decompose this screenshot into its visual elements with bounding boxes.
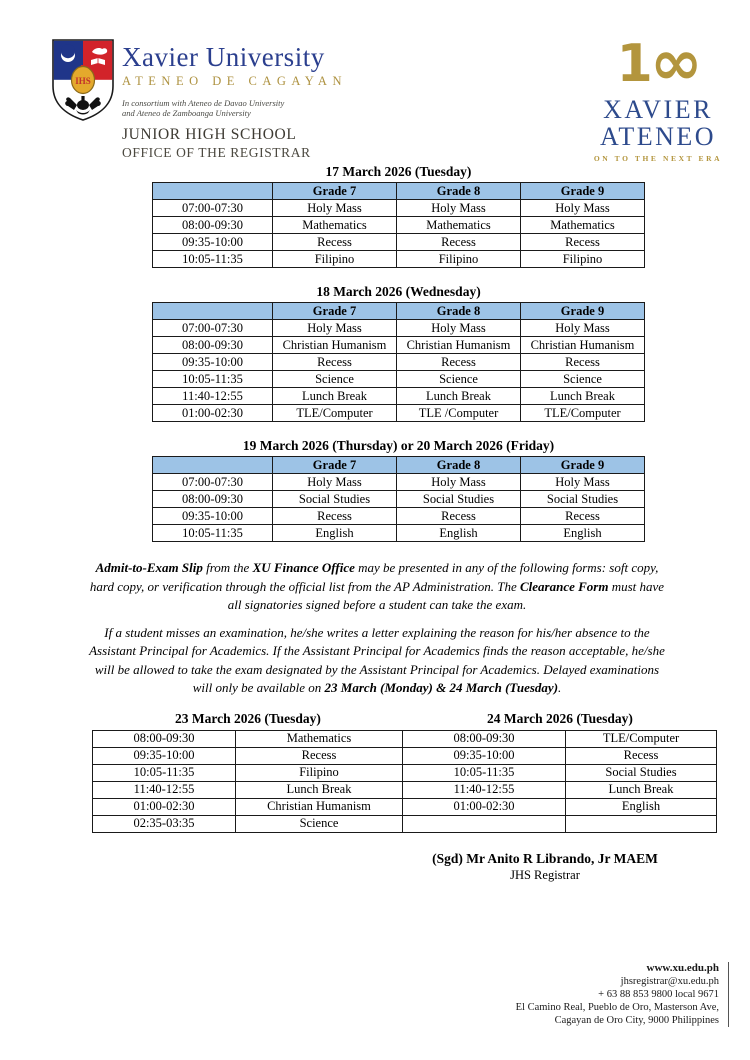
time-cell: 10:05-11:35	[153, 251, 273, 268]
subject-cell: Filipino	[521, 251, 645, 268]
subject-cell: Filipino	[273, 251, 397, 268]
note-emphasis: 23 March (Monday) & 24 March (Tuesday)	[324, 680, 559, 695]
time-cell: 11:40-12:55	[93, 781, 236, 798]
time-cell: 11:40-12:55	[403, 781, 566, 798]
subject-cell: Recess	[521, 234, 645, 251]
schedule-row	[153, 525, 645, 542]
centennial-tagline: ON TO THE NEXT ERA	[593, 154, 723, 163]
phone-number: + 63 88 853 9800 local 9671	[598, 989, 719, 1000]
exam-day-1-title: 17 March 2026 (Tuesday)	[325, 164, 472, 179]
makeup-schedule-block	[92, 711, 716, 833]
department-name: JUNIOR HIGH SCHOOL	[122, 126, 297, 143]
makeup-row	[93, 798, 717, 815]
grade-column-header: Grade 7	[273, 457, 397, 474]
exam-day-2-table	[152, 302, 645, 422]
time-cell: 02:35-03:35	[93, 815, 236, 832]
time-cell: 10:05-11:35	[153, 525, 273, 542]
subject-cell: TLE/Computer	[273, 405, 397, 422]
time-cell: 09:35-10:00	[153, 234, 273, 251]
subject-cell: Recess	[566, 747, 717, 764]
subject-cell: Social Studies	[521, 491, 645, 508]
website-link[interactable]: www.xu.edu.ph	[646, 962, 719, 974]
makeup-titles	[92, 711, 716, 727]
note-text: may be presented in any of the following forms: soft copy, hard copy, or verification through the official list from the AP Administration. The	[89, 560, 659, 594]
centennial-word1: XAVIER	[603, 95, 713, 124]
subject-cell: Lunch Break	[236, 781, 403, 798]
makeup-row	[93, 730, 717, 747]
exam-day-1-table	[152, 182, 645, 268]
subject-cell: Social Studies	[566, 764, 717, 781]
exam-day-1-block	[152, 163, 645, 268]
note-emphasis: Clearance Form	[519, 578, 609, 594]
grade-column-header: Grade 9	[521, 183, 645, 200]
time-cell: 08:00-09:30	[403, 730, 566, 747]
address-line1: El Camino Real, Pueblo de Oro, Masterson Ave,	[515, 1002, 719, 1013]
time-cell: 09:35-10:00	[403, 747, 566, 764]
makeup-row	[93, 815, 717, 832]
time-cell: 07:00-07:30	[153, 320, 273, 337]
grade-header-row	[153, 457, 645, 474]
subject-cell: Lunch Break	[521, 388, 645, 405]
signature-block	[380, 850, 710, 883]
time-cell: 08:00-09:30	[153, 491, 273, 508]
time-column-header	[153, 457, 273, 474]
subject-cell: English	[397, 525, 521, 542]
time-cell: 07:00-07:30	[153, 474, 273, 491]
office-name: OFFICE OF THE REGISTRAR	[122, 145, 311, 160]
subject-cell: Recess	[273, 508, 397, 525]
makeup-right-title: 24 March 2026 (Tuesday)	[487, 710, 633, 726]
admit-slip-note	[84, 559, 670, 615]
subject-cell: Science	[273, 371, 397, 388]
schedule-row	[153, 320, 645, 337]
time-column-header	[153, 303, 273, 320]
makeup-row	[93, 747, 717, 764]
subject-cell: Holy Mass	[521, 474, 645, 491]
note-text: must have all signatories signed before a student can take the exam.	[227, 578, 665, 612]
exam-day-3-title: 19 March 2026 (Thursday) or 20 March 2026 (Friday)	[242, 438, 555, 453]
grade-column-header: Grade 7	[273, 183, 397, 200]
time-cell: 07:00-07:30	[153, 200, 273, 217]
schedule-row	[153, 371, 645, 388]
contact-footer	[516, 962, 729, 1027]
schedule-row	[153, 251, 645, 268]
time-cell: 08:00-09:30	[93, 730, 236, 747]
subject-cell: Mathematics	[273, 217, 397, 234]
subject-cell: Recess	[397, 354, 521, 371]
note-text: from the	[202, 560, 253, 575]
grade-column-header: Grade 8	[397, 303, 521, 320]
subject-cell: Christian Humanism	[273, 337, 397, 354]
memo-body	[0, 163, 750, 883]
centennial-logo	[592, 26, 724, 163]
subject-cell: Recess	[273, 354, 397, 371]
time-cell: 10:05-11:35	[153, 371, 273, 388]
subject-cell: TLE/Computer	[521, 405, 645, 422]
subject-cell: TLE /Computer	[397, 405, 521, 422]
subject-cell: Recess	[273, 234, 397, 251]
subject-cell: Lunch Break	[566, 781, 717, 798]
subject-cell: Mathematics	[397, 217, 521, 234]
subject-cell: TLE/Computer	[566, 730, 717, 747]
time-cell: 09:35-10:00	[93, 747, 236, 764]
time-cell: 10:05-11:35	[93, 764, 236, 781]
registrar-title: JHS Registrar	[510, 867, 580, 882]
schedule-row	[153, 354, 645, 371]
note-emphasis: Admit-to-Exam Slip	[95, 560, 203, 575]
subject-cell: Recess	[521, 354, 645, 371]
university-name: Xavier University	[122, 42, 325, 72]
note-emphasis: XU Finance Office	[252, 560, 355, 575]
subject-cell: Mathematics	[236, 730, 403, 747]
subject-cell: Science	[521, 371, 645, 388]
subject-cell: Science	[397, 371, 521, 388]
university-seal-icon	[50, 38, 116, 122]
subject-cell: Holy Mass	[521, 320, 645, 337]
subject-cell: Science	[236, 815, 403, 832]
subject-cell: Holy Mass	[397, 474, 521, 491]
consortium-line2: and Ateneo de Zamboanga University	[122, 108, 251, 118]
subject-cell: Holy Mass	[397, 320, 521, 337]
grade-column-header: Grade 8	[397, 457, 521, 474]
exam-day-3-block	[152, 437, 645, 542]
svg-text:IHS: IHS	[75, 76, 91, 86]
subject-cell: Filipino	[236, 764, 403, 781]
makeup-row	[93, 781, 717, 798]
subject-cell: Mathematics	[521, 217, 645, 234]
exam-day-2-block	[152, 283, 645, 422]
subject-cell: Christian Humanism	[236, 798, 403, 815]
letterhead	[122, 42, 347, 161]
grade-column-header: Grade 9	[521, 303, 645, 320]
subject-cell: Christian Humanism	[397, 337, 521, 354]
grade-column-header: Grade 7	[273, 303, 397, 320]
exam-day-3-table	[152, 456, 645, 542]
subject-cell: Holy Mass	[273, 474, 397, 491]
centennial-100-icon: 1∞	[616, 26, 700, 99]
time-cell: 01:00-02:30	[403, 798, 566, 815]
consortium-line1: In consortium with Ateneo de Davao University	[122, 98, 285, 108]
subject-cell: Recess	[397, 508, 521, 525]
time-cell: 08:00-09:30	[153, 217, 273, 234]
makeup-row	[93, 764, 717, 781]
schedule-row	[153, 508, 645, 525]
note-text: If a student misses an examination, he/she writes a letter explaining the reason for his/her absence to the Assistant Principal for Academics. If the Assistant Principal for Academics finds the reason acceptable, he/she will be allowed to take the exam designated by the Assistant Principal for Academics. Delayed examinations will only be available on	[89, 624, 665, 695]
time-cell: 01:00-02:30	[93, 798, 236, 815]
exam-day-2-title: 18 March 2026 (Wednesday)	[316, 284, 481, 299]
schedule-row	[153, 234, 645, 251]
grade-column-header: Grade 9	[521, 457, 645, 474]
subject-cell: Social Studies	[397, 491, 521, 508]
schedule-row	[153, 405, 645, 422]
time-cell: 09:35-10:00	[153, 354, 273, 371]
schedule-row	[153, 474, 645, 491]
subject-cell: Filipino	[397, 251, 521, 268]
time-cell: 10:05-11:35	[403, 764, 566, 781]
makeup-table	[92, 730, 717, 833]
time-cell: 08:00-09:30	[153, 337, 273, 354]
consortium-note	[122, 98, 347, 118]
time-cell: 01:00-02:30	[153, 405, 273, 422]
subject-cell: English	[566, 798, 717, 815]
subject-cell: Recess	[236, 747, 403, 764]
address-line2: Cagayan de Oro City, 9000 Philippines	[554, 1015, 719, 1026]
subject-cell: Lunch Break	[273, 388, 397, 405]
time-cell: 09:35-10:00	[153, 508, 273, 525]
missed-exam-note	[84, 624, 670, 698]
subject-cell: Recess	[397, 234, 521, 251]
schedule-row	[153, 217, 645, 234]
email-link[interactable]: jhsregistrar@xu.edu.ph	[620, 976, 719, 987]
subject-cell: Holy Mass	[397, 200, 521, 217]
subject-cell: English	[521, 525, 645, 542]
schedule-row	[153, 388, 645, 405]
subject-cell: Christian Humanism	[521, 337, 645, 354]
time-cell: 11:40-12:55	[153, 388, 273, 405]
makeup-left-title: 23 March 2026 (Tuesday)	[175, 710, 321, 726]
centennial-word2: ATENEO	[599, 122, 717, 151]
subject-cell: English	[273, 525, 397, 542]
university-subtitle: ATENEO DE CAGAYAN	[122, 74, 347, 88]
schedule-row	[153, 200, 645, 217]
subject-cell: Holy Mass	[273, 320, 397, 337]
schedule-row	[153, 491, 645, 508]
time-cell	[403, 815, 566, 832]
registrar-name: (Sgd) Mr Anito R Librando, Jr MAEM	[432, 850, 658, 866]
subject-cell: Lunch Break	[397, 388, 521, 405]
note-text: .	[558, 680, 562, 695]
time-column-header	[153, 183, 273, 200]
subject-cell: Recess	[521, 508, 645, 525]
subject-cell	[566, 815, 717, 832]
subject-cell: Holy Mass	[521, 200, 645, 217]
schedule-row	[153, 337, 645, 354]
grade-header-row	[153, 183, 645, 200]
grade-column-header: Grade 8	[397, 183, 521, 200]
subject-cell: Social Studies	[273, 491, 397, 508]
grade-header-row	[153, 303, 645, 320]
subject-cell: Holy Mass	[273, 200, 397, 217]
